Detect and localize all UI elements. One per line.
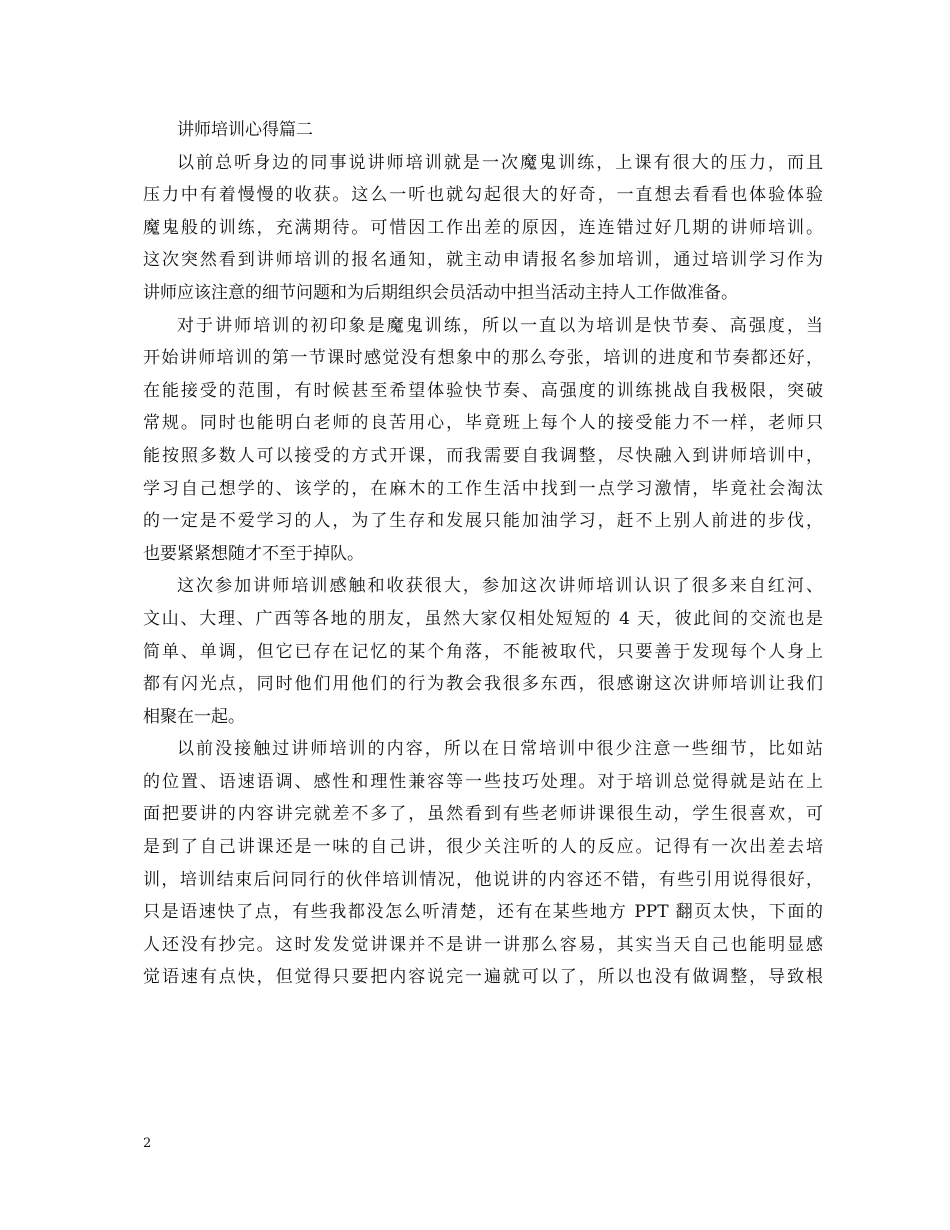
paragraph-2: [143, 310, 823, 571]
paragraph-line: 讲师应该注意的细节问题和为后期组织会员活动中担当活动主持人工作做准备。: [143, 282, 738, 303]
paragraph-line: 能按照多数人可以接受的方式开课，而我需要自我调整，尽快融入到讲师培训中，: [143, 445, 823, 466]
paragraph-line: 对于讲师培训的初印象是魔鬼训练，所以一直以为培训是快节奏、高强度，当: [177, 315, 823, 336]
document-body: [143, 114, 823, 994]
document-title: 讲师培训心得篇二: [177, 120, 313, 140]
paragraph-line: 这次突然看到讲师培训的报名通知，就主动申请报名参加培训，通过培训学习作为: [143, 250, 823, 271]
paragraph-line: 以前总听身边的同事说讲师培训就是一次魔鬼训练，上课有很大的压力，而且: [177, 152, 823, 173]
paragraph-line: 文山、大理、广西等各地的朋友，虽然大家仅相处短短的 4 天，彼此间的交流也是: [143, 608, 823, 629]
paragraph-4: [143, 733, 823, 994]
paragraph-line: 觉语速有点快，但觉得只要把内容说完一遍就可以了，所以也没有做调整，导致根: [143, 967, 823, 988]
paragraph-1: [143, 147, 823, 310]
paragraph-line: 以前没接触过讲师培训的内容，所以在日常培训中很少注意一些细节，比如站: [177, 739, 823, 760]
paragraph-line: 压力中有着慢慢的收获。这么一听也就勾起很大的好奇，一直想去看看也体验体验: [143, 185, 823, 206]
paragraph-line: 简单、单调，但它已存在记忆的某个角落，不能被取代，只要善于发现每个人身上: [143, 641, 823, 662]
paragraph-line: 魔鬼般的训练，充满期待。可惜因工作出差的原因，连连错过好几期的讲师培训。: [143, 217, 823, 238]
paragraph-line: 只是语速快了点，有些我都没怎么听清楚，还有在某些地方 PPT 翻页太快，下面的: [143, 902, 823, 923]
paragraph-line: 的一定是不爱学习的人，为了生存和发展只能加油学习，赶不上别人前进的步伐，: [143, 511, 823, 532]
paragraph-line: 都有闪光点，同时他们用他们的行为教会我很多东西，很感谢这次讲师培训让我们: [143, 674, 823, 695]
paragraph-line: 相聚在一起。: [143, 706, 245, 727]
paragraph-line: 在能接受的范围，有时候甚至希望体验快节奏、高强度的训练挑战自我极限，突破: [143, 380, 823, 401]
paragraph-line: 开始讲师培训的第一节课时感觉没有想象中的那么夸张，培训的进度和节奏都还好，: [143, 348, 823, 369]
paragraph-line: 的位置、语速语调、感性和理性兼容等一些技巧处理。对于培训总觉得就是站在上: [143, 771, 823, 792]
paragraph-3: [143, 570, 823, 733]
paragraph-line: 训，培训结束后问同行的伙伴培训情况，他说讲的内容还不错，有些引用说得很好，: [143, 869, 823, 890]
paragraph-line: 是到了自己讲课还是一味的自己讲，很少关注听的人的反应。记得有一次出差去培: [143, 837, 823, 858]
page-number: 2: [143, 1136, 152, 1151]
paragraph-line: 也要紧紧想随才不至于掉队。: [143, 543, 364, 564]
paragraph-line: 这次参加讲师培训感触和收获很大，参加这次讲师培训认识了很多来自红河、: [177, 576, 823, 597]
paragraph-line: 面把要讲的内容讲完就差不多了，虽然看到有些老师讲课很生动，学生很喜欢，可: [143, 804, 823, 825]
paragraph-line: 学习自己想学的、该学的，在麻木的工作生活中找到一点学习激情，毕竟社会淘汰: [143, 478, 823, 499]
paragraph-line: 常规。同时也能明白老师的良苦用心，毕竟班上每个人的接受能力不一样，老师只: [143, 413, 823, 434]
paragraph-line: 人还没有抄完。这时发发觉讲课并不是讲一讲那么容易，其实当天自己也能明显感: [143, 934, 823, 955]
